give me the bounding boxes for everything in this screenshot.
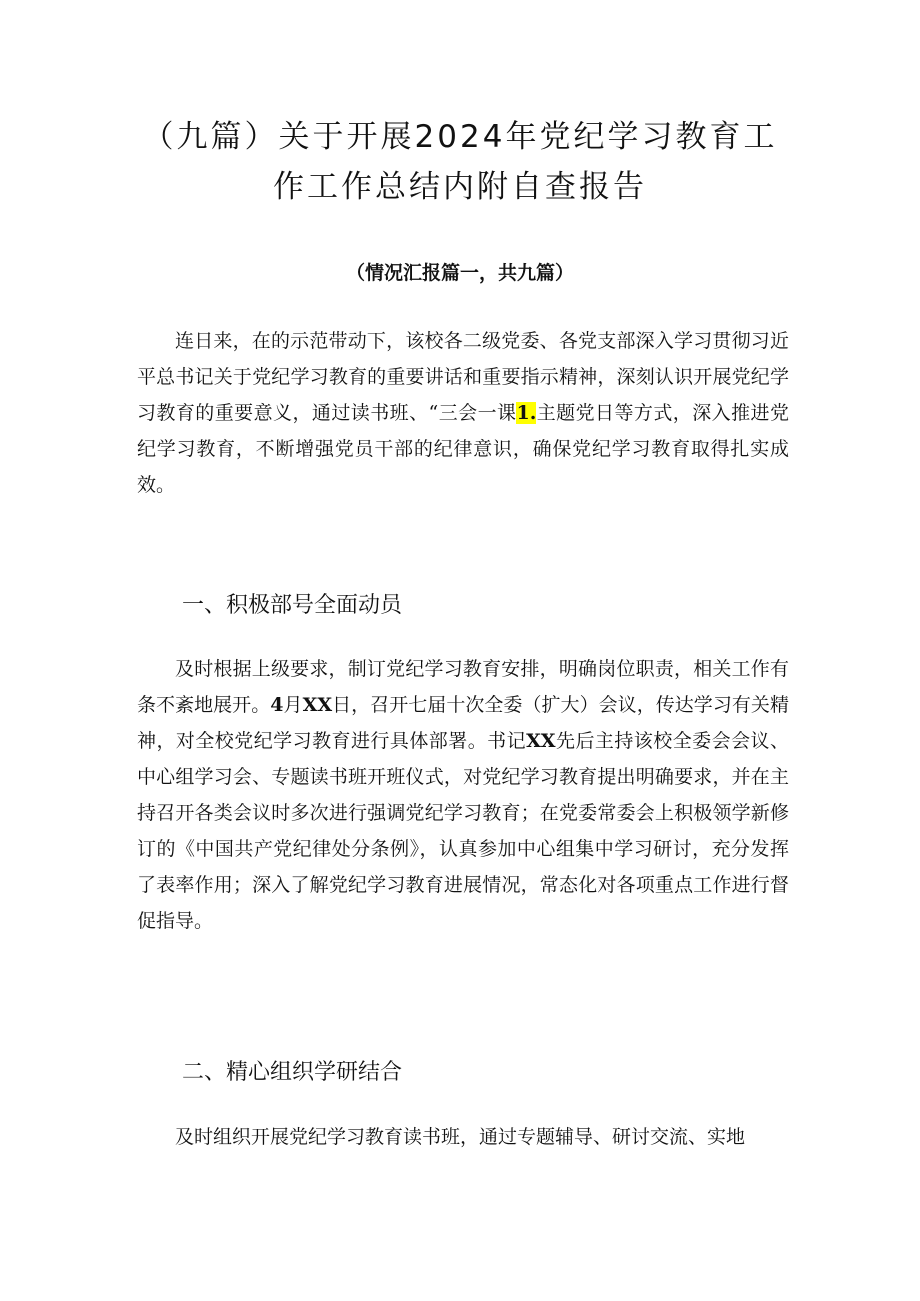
month-value: 4	[270, 694, 284, 716]
intro-block	[137, 323, 789, 503]
section-2-heading: 二、精心组织学研结合	[182, 1060, 403, 1085]
section-1-block	[137, 651, 789, 939]
section-1-text-2: 月	[283, 694, 303, 716]
section-1-heading: 一、积极部号全面动员	[182, 593, 403, 618]
intro-text-1: 连日来，在的示范带动下，该校各二级党委、各党支部深入学习贯彻习近平总书记关于党纪学习教育的重要讲话和重要指示精神，深刻认识开展党纪学习教育的重要意义，通过读书班、“三会一课	[137, 330, 789, 424]
document-title	[100, 112, 820, 212]
intro-paragraph	[137, 323, 789, 503]
section-1-text-1: 及时根据上级要求，制订党纪学习教育安排，明确岗位职责，相关工作有条不紊地展开。	[137, 658, 789, 716]
day-placeholder: XX	[302, 694, 333, 716]
title-line-2: 作工作总结内附自查报告	[273, 169, 647, 205]
highlighted-number: 1.	[516, 402, 537, 424]
section-2-block	[137, 1119, 789, 1155]
title-line-1: （九篇）关于开展2024年党纪学习教育工	[142, 119, 778, 155]
section-1-text-4: 先后主持该校全委会会议、中心组学习会、专题读书班开班仪式，对党纪学习教育提出明确要求，并在主持召开各类会议时多次进行强调党纪学习教育；在党委常委会上积极领学新修订的《中国共产党纪律处分条例》，认真参加中心组集中学习研讨，充分发挥了表率作用；深入了解党纪学习教育进展情况，常态化对各项重点工作进行督促指导。	[137, 730, 789, 932]
intro-text-2: 主题党日等方式，深入推进党纪学习教育，不断增强党员干部的纪律意识，确保党纪学习教育取得扎实成效。	[137, 402, 789, 496]
document-subtitle: （情况汇报篇一，共九篇）	[345, 262, 574, 284]
section-1-paragraph	[137, 651, 789, 939]
section-2-paragraph: 及时组织开展党纪学习教育读书班，通过专题辅导、研讨交流、实地	[175, 1126, 746, 1148]
name-placeholder: XX	[526, 730, 556, 752]
section-1-text-3: 日，召开七届十次全委（扩大）会议，传达学习有关精神，对全校党纪学习教育进行具体部署。书记	[137, 694, 789, 752]
